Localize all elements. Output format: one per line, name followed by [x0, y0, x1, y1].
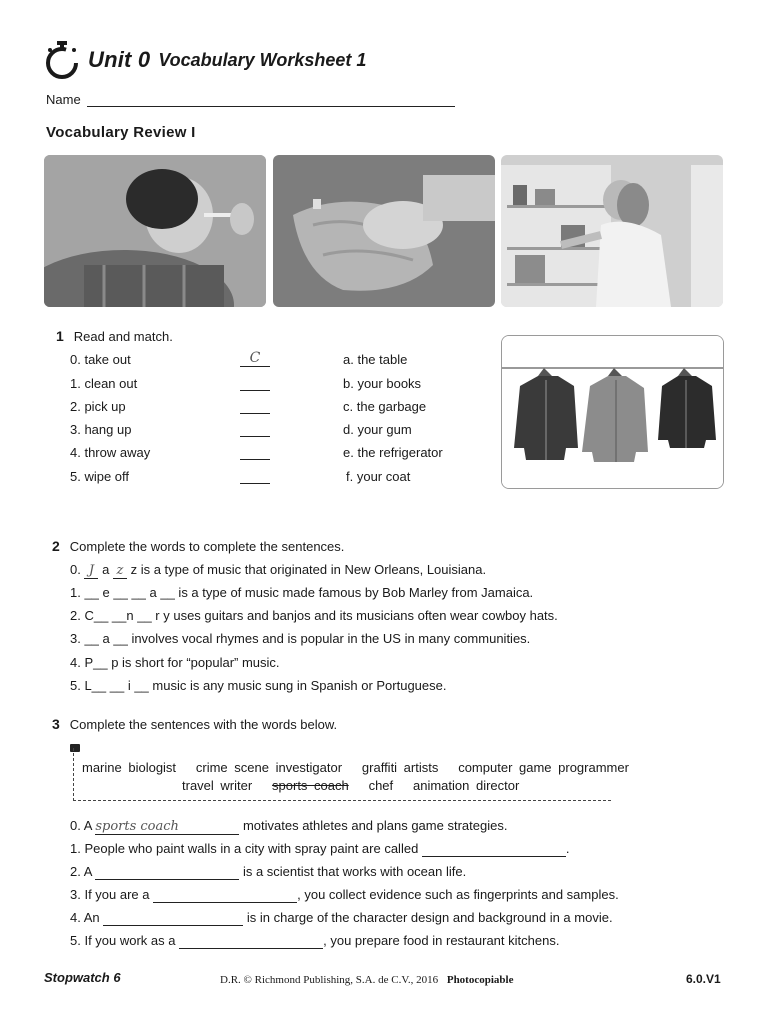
- exercise-3-sentence-1: [70, 841, 570, 857]
- answer-blank[interactable]: [153, 887, 297, 903]
- stopwatch-logo-icon: [44, 40, 80, 80]
- name-row: [46, 92, 455, 107]
- exercise-3-sentence-4: [70, 910, 613, 926]
- answer-blank[interactable]: [179, 933, 323, 949]
- match-answer-blank[interactable]: [240, 374, 270, 391]
- sentence-number: 0.: [70, 562, 81, 577]
- exercise-2-sentence-3: 3. __ a __ involves vocal rhymes and is popular in the US in many communities.: [70, 631, 531, 646]
- exercise-1-instruction: Read and match.: [73, 329, 173, 344]
- worksheet-header: [44, 38, 366, 82]
- answer-blank[interactable]: [95, 864, 239, 880]
- exercise-2-instruction: Complete the words to complete the sentences.: [69, 539, 345, 554]
- sentence-text: motivates athletes and plans game strategies.: [242, 818, 508, 833]
- match-right-item: f. your coat: [346, 469, 411, 484]
- word-bank-item: chef: [368, 778, 394, 793]
- sentence-text: is a scientist that works with ocean life.: [242, 864, 467, 879]
- unit-title: Unit 0: [88, 47, 151, 72]
- photo-refrigerator: [501, 155, 723, 307]
- match-left-item: 2. pick up: [70, 399, 126, 414]
- match-right-item: c. the garbage: [343, 399, 427, 414]
- exercise-3-sentence-0: [70, 818, 507, 835]
- match-right-item: e. the refrigerator: [343, 445, 443, 460]
- match-answer-blank[interactable]: [240, 397, 270, 414]
- worksheet-code: 6.0.V1: [686, 972, 721, 986]
- exercise-1-number: 1: [56, 328, 64, 344]
- exercise-3-sentence-2: [70, 864, 466, 880]
- exercise-2-sentence-5: 5. L__ __ i __ music is any music sung in Spanish or Portuguese.: [70, 678, 447, 693]
- copyright-line: [220, 974, 513, 986]
- exercise-2-heading: [52, 538, 344, 554]
- name-label: Name: [46, 92, 81, 107]
- photo-coats-hanging: [501, 335, 724, 489]
- sentence-text: is in charge of the character design and background in a movie.: [246, 910, 613, 925]
- word-bank-item: animation director: [413, 778, 520, 793]
- sentence-text: , you prepare food in restaurant kitchens.: [323, 933, 560, 948]
- sentence-text: a: [102, 562, 110, 577]
- word-bank-item: computer game programmer: [458, 760, 629, 775]
- letter-blank-z[interactable]: z: [113, 563, 127, 579]
- exercise-3-sentence-3: [70, 887, 619, 903]
- match-answer-blank[interactable]: [240, 443, 270, 460]
- match-left-item: 1. clean out: [70, 376, 138, 391]
- sentence-text: .: [565, 841, 570, 856]
- exercise-3-number: 3: [52, 716, 60, 732]
- brand-logo: Stopwatch 6: [44, 970, 121, 985]
- sentence-text: z is a type of music that originated in New Orleans, Louisiana.: [130, 562, 487, 577]
- sentence-text: 0. A: [70, 818, 92, 833]
- worksheet-title: Vocabulary Worksheet 1: [158, 49, 367, 70]
- sentence-text: 2. A: [70, 864, 92, 879]
- copyright-text: D.R. © Richmond Publishing, S.A. de C.V., 2016: [220, 974, 439, 986]
- match-answer-blank[interactable]: [240, 467, 270, 484]
- photocopiable-label: Photocopiable: [446, 974, 514, 986]
- sentence-text: , you collect evidence such as fingerprints and samples.: [297, 887, 619, 902]
- letter-blank-j[interactable]: J: [84, 563, 98, 579]
- exercise-2-number: 2: [52, 538, 60, 554]
- word-bank-line-1: [82, 760, 629, 775]
- exercise-2-sentence-2: 2. C__ __n __ r y uses guitars and banjos and its musicians often wear cowboy hats.: [70, 608, 558, 623]
- answer-blank[interactable]: [422, 841, 566, 857]
- name-field[interactable]: [87, 92, 455, 107]
- photo-wiping-table: [273, 155, 495, 307]
- exercise-3-heading: [52, 716, 337, 732]
- match-left-item: 0. take out: [70, 352, 131, 367]
- answer-blank[interactable]: sports coach: [95, 819, 239, 835]
- answer-blank[interactable]: [103, 910, 243, 926]
- exercise-1-heading: [56, 328, 173, 344]
- exercise-3-instruction: Complete the sentences with the words below.: [69, 717, 338, 732]
- match-answer-blank[interactable]: C: [240, 350, 270, 367]
- sentence-text: 1. People who paint walls in a city with spray paint are called: [70, 841, 419, 856]
- match-answer-blank[interactable]: [240, 420, 270, 437]
- word-bank-item: graffiti artists: [361, 760, 439, 775]
- match-left-item: 4. throw away: [70, 445, 151, 460]
- word-bank-item-used: sports coach: [272, 778, 349, 793]
- match-right-item: d. your gum: [343, 422, 412, 437]
- exercise-2-sentence-1: 1. __ e __ __ a __ is a type of music made famous by Bob Marley from Jamaica.: [70, 585, 534, 600]
- sentence-text: 3. If you are a: [70, 887, 150, 902]
- photo-boy-gum: [44, 155, 266, 307]
- match-left-item: 5. wipe off: [70, 469, 130, 484]
- word-bank-item: crime scene investigator: [195, 760, 343, 775]
- word-bank-item: travel writer: [182, 778, 253, 793]
- match-right-item: b. your books: [343, 376, 422, 391]
- word-bank-line-2: [182, 778, 519, 793]
- section-title: Vocabulary Review I: [46, 124, 196, 141]
- match-right-item: a. the table: [343, 352, 408, 367]
- match-left-item: 3. hang up: [70, 422, 132, 437]
- sentence-text: 5. If you work as a: [70, 933, 176, 948]
- exercise-2-sentence-4: 4. P__ p is short for “popular” music.: [70, 655, 280, 670]
- sentence-text: 4. An: [70, 910, 100, 925]
- word-bank-item: marine biologist: [82, 760, 177, 775]
- exercise-2-sentence-0: [70, 562, 486, 579]
- exercise-3-sentence-5: [70, 933, 559, 949]
